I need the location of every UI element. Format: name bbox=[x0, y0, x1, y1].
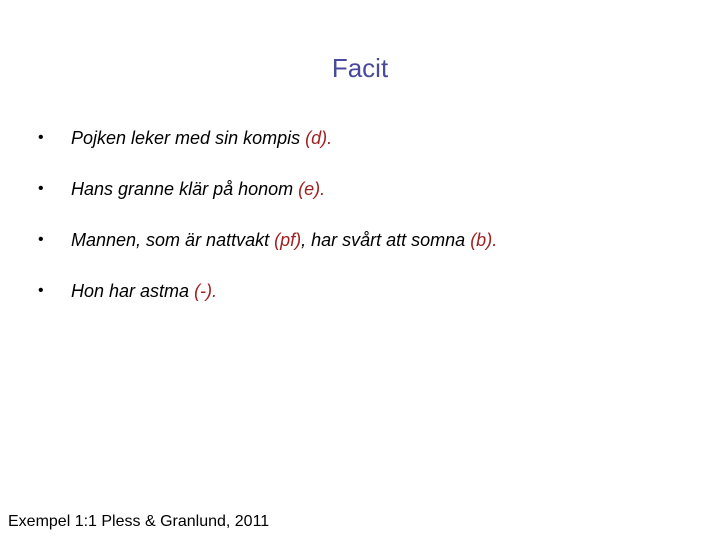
answer-code: (pf) bbox=[274, 230, 302, 250]
bullet-icon: • bbox=[38, 180, 44, 197]
sentence-text: Mannen, som är nattvakt bbox=[71, 230, 275, 250]
answer-code-second: (b) bbox=[470, 230, 493, 250]
bullet-icon: • bbox=[38, 231, 44, 248]
bullet-list bbox=[38, 126, 497, 330]
answer-code: (e) bbox=[298, 179, 321, 199]
bullet-item bbox=[38, 177, 497, 201]
bullet-icon: • bbox=[38, 129, 44, 146]
answer-code: (-) bbox=[194, 281, 213, 301]
sentence-text-middle: , har svårt att somna bbox=[301, 230, 471, 250]
sentence-punctuation: . bbox=[320, 179, 326, 199]
sentence-text: Hon har astma bbox=[71, 281, 195, 301]
bullet-icon: • bbox=[38, 282, 44, 299]
bullet-item bbox=[38, 279, 497, 303]
sentence-text: Hans granne klär på honom bbox=[71, 179, 299, 199]
sentence-punctuation: . bbox=[212, 281, 218, 301]
bullet-item bbox=[38, 228, 497, 252]
bullet-item bbox=[38, 126, 497, 150]
answer-code: (d) bbox=[305, 128, 328, 148]
slide-title: Facit bbox=[331, 53, 389, 83]
sentence-punctuation: . bbox=[327, 128, 333, 148]
sentence-punctuation: . bbox=[492, 230, 498, 250]
source-citation: Exempel 1:1 Pless & Granlund, 2011 bbox=[8, 513, 270, 530]
sentence-text: Pojken leker med sin kompis bbox=[71, 128, 306, 148]
